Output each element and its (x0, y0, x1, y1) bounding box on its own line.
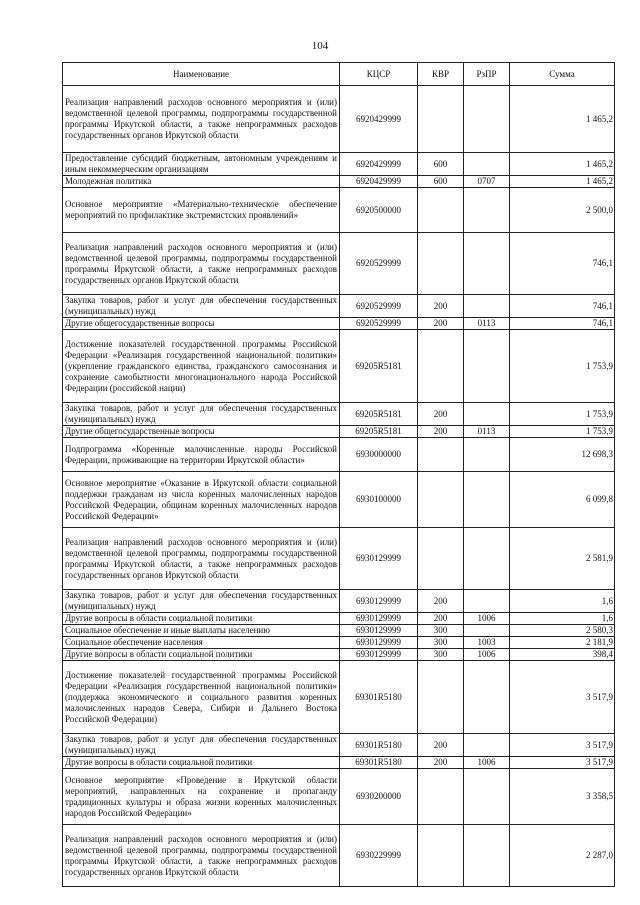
row-amount: 1 753,9 (510, 403, 615, 426)
row-name: Другие вопросы в области социальной политики (63, 613, 340, 625)
table-row (63, 438, 615, 472)
row-name: Достижение показателей государственной программы Российской Федерации «Реализация государственной национальной политики» (укрепление гражданского единства, гражданского самосознания и сохранение самобытности многонационального народа Российской Федерации (российской нации) (63, 330, 340, 403)
table-row (63, 426, 615, 438)
row-kcsr: 69301R5180 (340, 734, 418, 757)
row-kvr (418, 233, 464, 295)
table-row (63, 318, 615, 330)
row-rzpr: 1006 (464, 613, 510, 625)
row-name: Реализация направлений расходов основного мероприятия и (или) ведомственной целевой программы, подпрограммы государственной программы Иркутской области, а также непрограммных расходов государственных органов Иркутской области (63, 233, 340, 295)
row-amount: 1 465,2 (510, 153, 615, 176)
row-name: Социальное обеспечение населения (63, 637, 340, 649)
row-kcsr: 6920529999 (340, 233, 418, 295)
row-amount: 1,6 (510, 590, 615, 613)
row-rzpr (464, 86, 510, 153)
row-kvr: 200 (418, 613, 464, 625)
row-amount: 3 517,9 (510, 661, 615, 734)
row-name: Основное мероприятие «Материально-техническое обеспечение мероприятий по профилактике экстремистских проявлений» (63, 188, 340, 233)
table-row (63, 661, 615, 734)
row-amount: 3 517,9 (510, 757, 615, 769)
table-row (63, 825, 615, 887)
table-row (63, 590, 615, 613)
row-kcsr: 6930129999 (340, 590, 418, 613)
row-rzpr (464, 233, 510, 295)
row-kcsr: 69205R5181 (340, 426, 418, 438)
row-amount: 2 580,3 (510, 625, 615, 637)
row-kvr (418, 330, 464, 403)
row-kcsr: 6930129999 (340, 649, 418, 661)
table-row (63, 295, 615, 318)
row-rzpr (464, 403, 510, 426)
row-kcsr: 69205R5181 (340, 403, 418, 426)
row-rzpr (464, 295, 510, 318)
table-row (63, 649, 615, 661)
row-name: Другие вопросы в области социальной политики (63, 757, 340, 769)
budget-table (62, 62, 615, 887)
row-rzpr (464, 661, 510, 734)
row-amount: 3 358,5 (510, 769, 615, 825)
row-name: Закупка товаров, работ и услуг для обеспечения государственных (муниципальных) нужд (63, 734, 340, 757)
table-row (63, 734, 615, 757)
table-row (63, 188, 615, 233)
row-amount: 3 517,9 (510, 734, 615, 757)
row-rzpr (464, 188, 510, 233)
table-row (63, 86, 615, 153)
row-amount: 2 500,0 (510, 188, 615, 233)
row-rzpr: 0113 (464, 318, 510, 330)
row-rzpr (464, 625, 510, 637)
row-name: Молодежная политика (63, 176, 340, 188)
row-name: Реализация направлений расходов основного мероприятия и (или) ведомственной целевой программы, подпрограммы государственной программы Иркутской области, а также непрограммных расходов государственных органов Иркутской области (63, 528, 340, 590)
row-kcsr: 6930229999 (340, 825, 418, 887)
row-kvr: 200 (418, 426, 464, 438)
table-row (63, 403, 615, 426)
table-row (63, 625, 615, 637)
table-row (63, 757, 615, 769)
row-rzpr (464, 734, 510, 757)
row-rzpr (464, 528, 510, 590)
row-kcsr: 69301R5180 (340, 661, 418, 734)
row-rzpr (464, 472, 510, 528)
row-rzpr (464, 590, 510, 613)
header-kvr: КВР (418, 63, 464, 86)
row-rzpr: 1006 (464, 649, 510, 661)
row-name: Основное мероприятие «Оказание в Иркутской области социальной поддержки гражданам из числа коренных малочисленных народов Российской Федерации, общинам коренных малочисленных народов Российской Федерации» (63, 472, 340, 528)
row-name: Реализация направлений расходов основного мероприятия и (или) ведомственной целевой программы, подпрограммы государственной программы Иркутской области, а также непрограммных расходов государственных органов Иркутской области (63, 825, 340, 887)
row-kcsr: 6930000000 (340, 438, 418, 472)
row-amount: 2 287,0 (510, 825, 615, 887)
table-header-row (63, 63, 615, 86)
row-kcsr: 6930100000 (340, 472, 418, 528)
header-amount: Сумма (510, 63, 615, 86)
row-kvr (418, 86, 464, 153)
row-kvr: 200 (418, 295, 464, 318)
row-kvr: 200 (418, 757, 464, 769)
row-kvr: 200 (418, 590, 464, 613)
row-rzpr: 1006 (464, 757, 510, 769)
row-amount: 1 753,9 (510, 426, 615, 438)
row-kcsr: 6920429999 (340, 176, 418, 188)
row-amount: 6 099,8 (510, 472, 615, 528)
row-kcsr: 6920529999 (340, 295, 418, 318)
row-rzpr (464, 330, 510, 403)
table-row (63, 153, 615, 176)
row-rzpr: 0707 (464, 176, 510, 188)
row-kcsr: 6920429999 (340, 153, 418, 176)
row-kvr: 200 (418, 318, 464, 330)
row-rzpr: 1003 (464, 637, 510, 649)
row-kvr (418, 472, 464, 528)
row-name: Другие общегосударственные вопросы (63, 318, 340, 330)
row-kvr: 300 (418, 637, 464, 649)
row-name: Закупка товаров, работ и услуг для обеспечения государственных (муниципальных) нужд (63, 295, 340, 318)
row-amount: 2 581,9 (510, 528, 615, 590)
row-kcsr: 6930129999 (340, 528, 418, 590)
row-name: Социальное обеспечение и иные выплаты населению (63, 625, 340, 637)
row-kvr: 200 (418, 734, 464, 757)
row-kvr (418, 188, 464, 233)
row-kvr: 300 (418, 625, 464, 637)
table-row (63, 769, 615, 825)
table-row (63, 613, 615, 625)
row-rzpr (464, 825, 510, 887)
row-amount: 1 465,2 (510, 86, 615, 153)
header-name: Наименование (63, 63, 340, 86)
row-name: Закупка товаров, работ и услуг для обеспечения государственных (муниципальных) нужд (63, 590, 340, 613)
row-kvr (418, 661, 464, 734)
row-amount: 746,1 (510, 233, 615, 295)
row-kcsr: 6920500000 (340, 188, 418, 233)
row-kcsr: 6920529999 (340, 318, 418, 330)
row-rzpr (464, 153, 510, 176)
row-kvr: 600 (418, 176, 464, 188)
row-kvr: 600 (418, 153, 464, 176)
row-rzpr (464, 769, 510, 825)
row-amount: 1 465,2 (510, 176, 615, 188)
row-name: Другие вопросы в области социальной политики (63, 649, 340, 661)
row-name: Реализация направлений расходов основного мероприятия и (или) ведомственной целевой программы, подпрограммы государственной программы Иркутской области, а также непрограммных расходов государственных органов Иркутской области (63, 86, 340, 153)
row-rzpr (464, 438, 510, 472)
row-kvr (418, 528, 464, 590)
row-name: Достижение показателей государственной программы Российской Федерации «Реализация государственной национальной политики» (поддержка экономического и социального развития коренных малочисленных народов Севера, Сибири и Дальнего Востока Российской Федерации) (63, 661, 340, 734)
row-kcsr: 69301R5180 (340, 757, 418, 769)
row-amount: 398,4 (510, 649, 615, 661)
row-amount: 2 181,9 (510, 637, 615, 649)
row-rzpr: 0113 (464, 426, 510, 438)
row-kcsr: 6930129999 (340, 625, 418, 637)
row-name: Закупка товаров, работ и услуг для обеспечения государственных (муниципальных) нужд (63, 403, 340, 426)
row-name: Основное мероприятие «Проведение в Иркутской области мероприятий, направленных на сохранение и пропаганду традиционных культуры и образа жизни коренных малочисленных народов Российской Федерации» (63, 769, 340, 825)
table-row (63, 472, 615, 528)
row-name: Подпрограмма «Коренные малочисленные народы Российской Федерации, проживающие на территории Иркутской области» (63, 438, 340, 472)
row-kcsr: 6930129999 (340, 637, 418, 649)
table-row (63, 528, 615, 590)
row-name: Предоставление субсидий бюджетным, автономным учреждениям и иным некоммерческим организациям (63, 153, 340, 176)
row-kvr: 200 (418, 403, 464, 426)
row-kvr (418, 825, 464, 887)
header-rzpr: РзПР (464, 63, 510, 86)
row-kcsr: 69205R5181 (340, 330, 418, 403)
row-kcsr: 6930129999 (340, 613, 418, 625)
page-number: 104 (311, 40, 329, 52)
row-amount: 1 753,9 (510, 330, 615, 403)
table-row (63, 637, 615, 649)
row-amount: 1,6 (510, 613, 615, 625)
row-amount: 746,1 (510, 295, 615, 318)
row-kvr (418, 438, 464, 472)
row-kcsr: 6920429999 (340, 86, 418, 153)
row-name: Другие общегосударственные вопросы (63, 426, 340, 438)
row-kvr (418, 769, 464, 825)
row-kcsr: 6930200000 (340, 769, 418, 825)
header-kcsr: КЦСР (340, 63, 418, 86)
table-row (63, 176, 615, 188)
row-amount: 12 698,3 (510, 438, 615, 472)
row-amount: 746,1 (510, 318, 615, 330)
row-kvr: 300 (418, 649, 464, 661)
table-row (63, 330, 615, 403)
table-row (63, 233, 615, 295)
